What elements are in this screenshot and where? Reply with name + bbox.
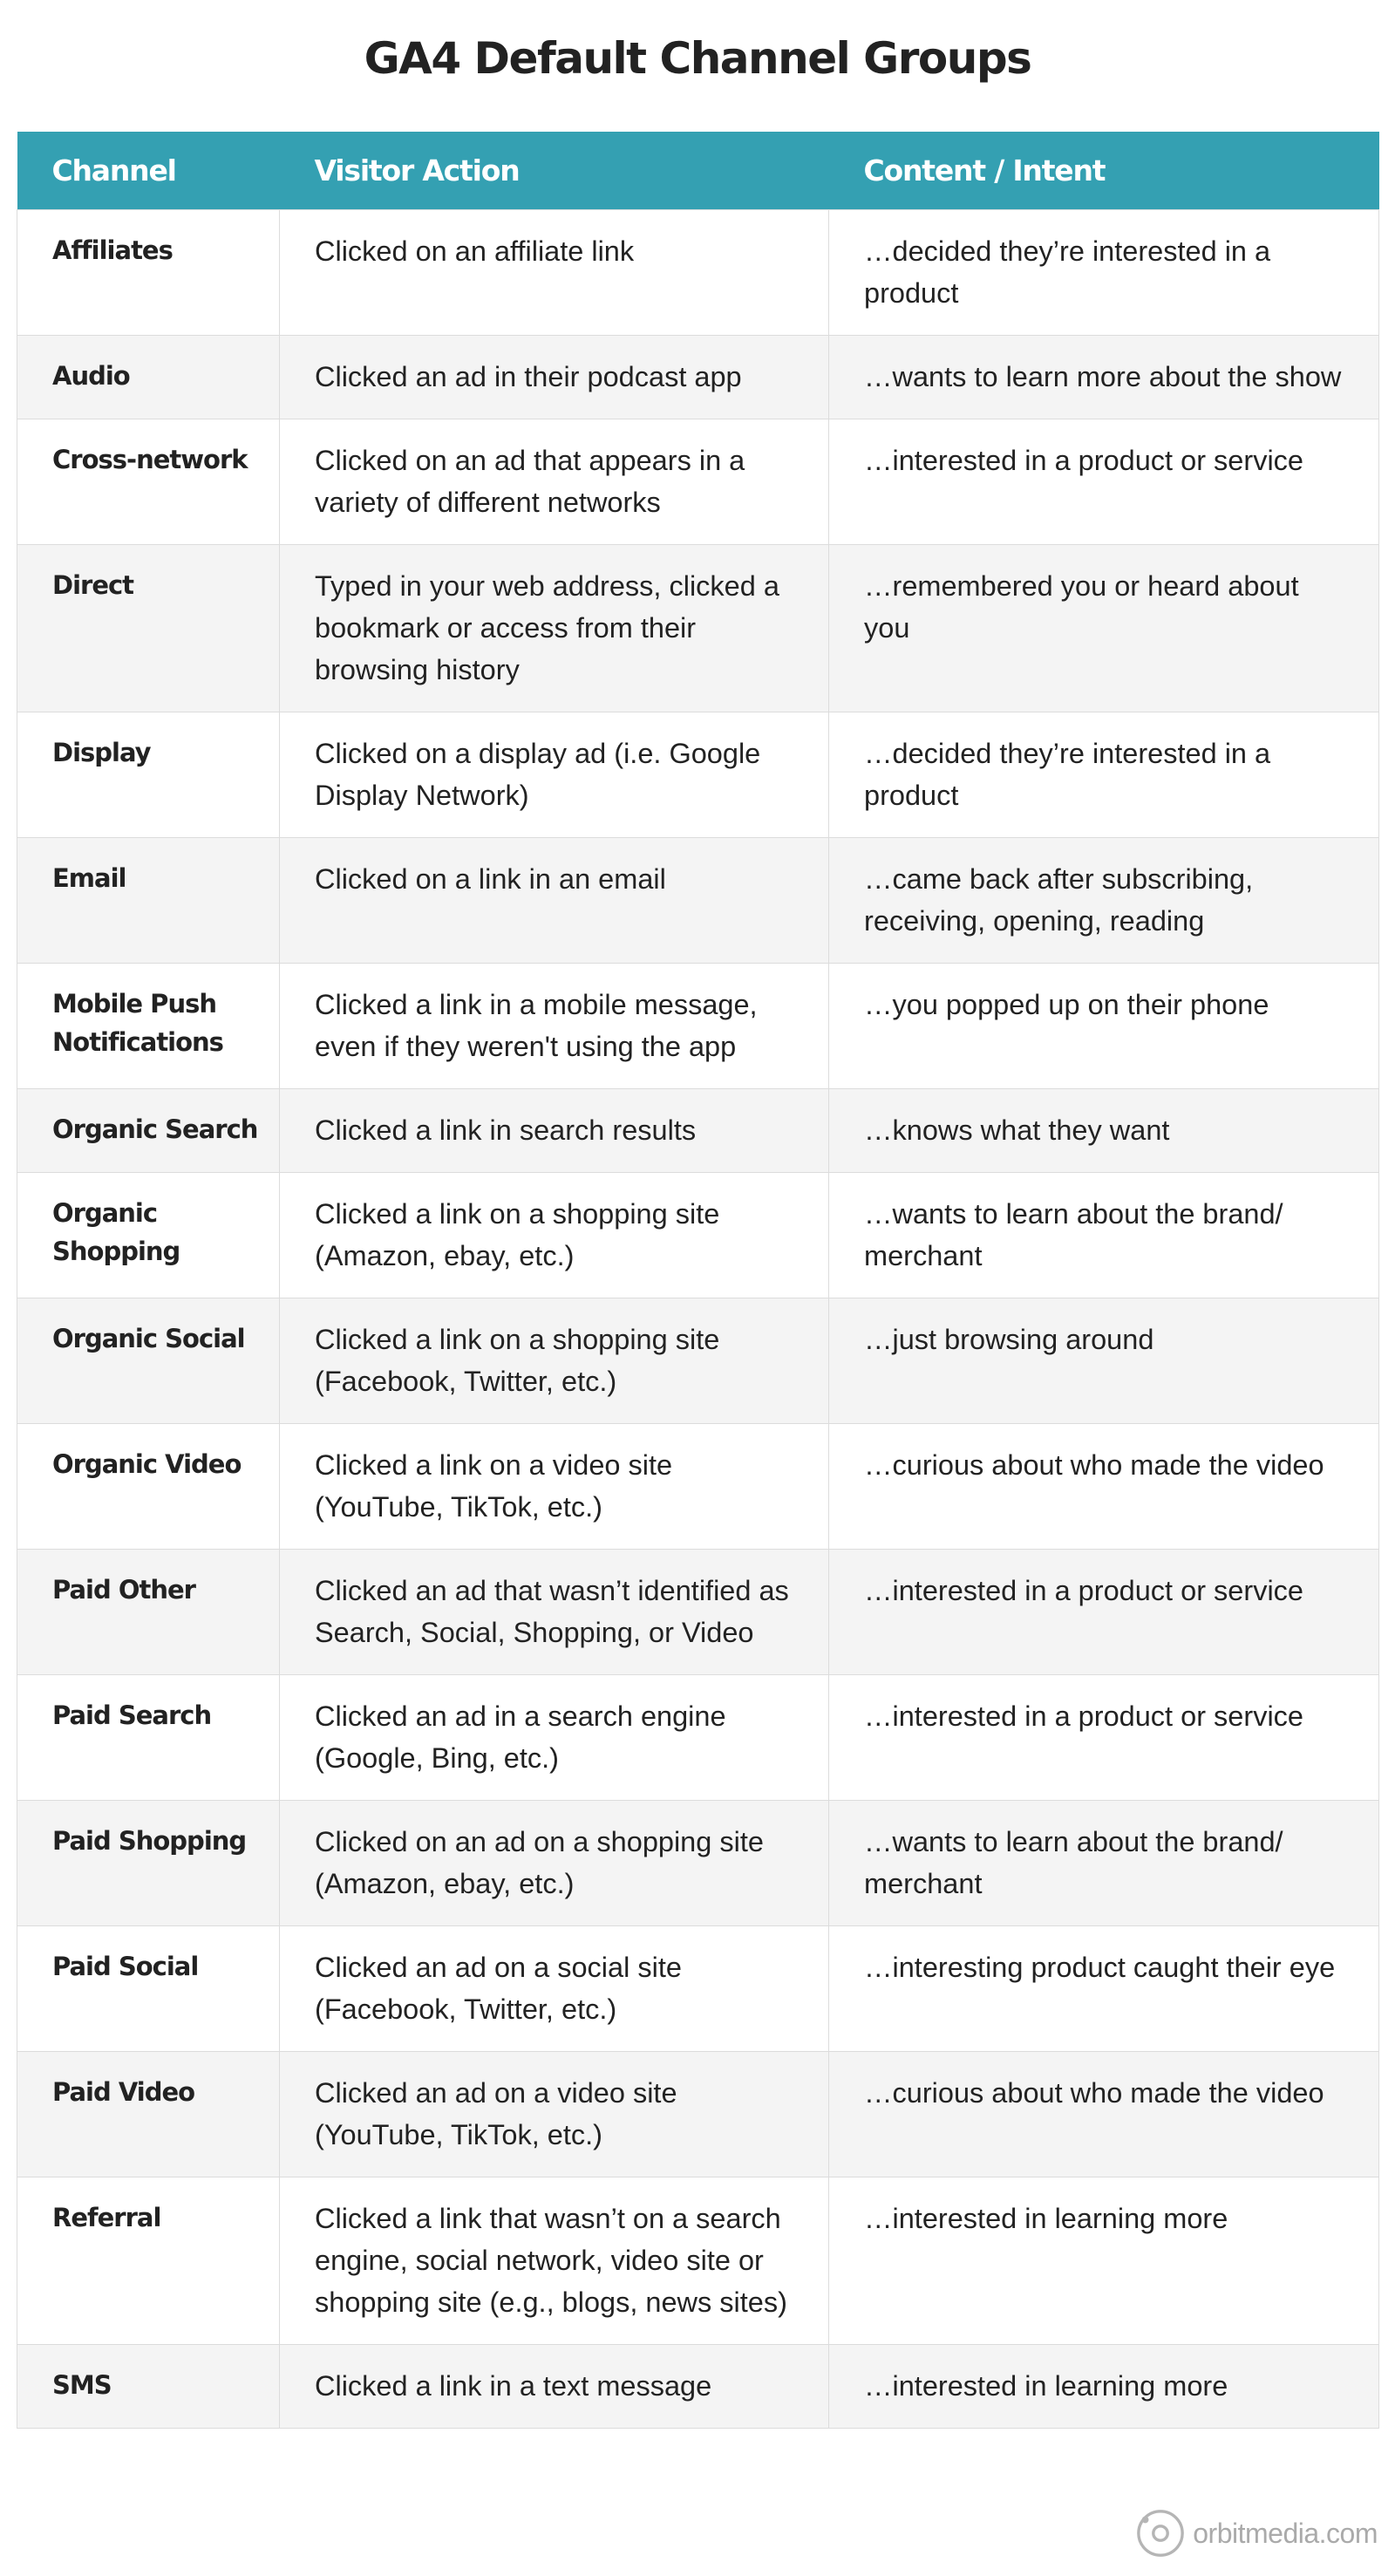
content-intent: …interested in learning more [829,2177,1379,2345]
channel-name: Display [17,712,280,838]
channel-name: Organic Search [17,1089,280,1173]
visitor-action: Clicked on an affiliate link [280,210,829,336]
content-intent: …decided they’re interested in a product [829,210,1379,336]
page-title: GA4 Default Channel Groups [364,33,1031,84]
table-row [17,2052,1379,2177]
table-row [17,2345,1379,2429]
orbit-logo-icon [1135,2508,1186,2559]
channel-name: Paid Search [17,1675,280,1801]
visitor-action: Clicked on an ad that appears in a variety of different networks [280,419,829,545]
visitor-action: Clicked on a display ad (i.e. Google Display Network) [280,712,829,838]
content-intent: …interested in a product or service [829,1550,1379,1675]
table-row [17,419,1379,545]
channel-groups-table [17,132,1379,2429]
table-body [17,210,1379,2429]
brand-text: orbitmedia.com [1193,2517,1378,2549]
brand-footer [1135,2503,1378,2564]
content-intent: …interested in a product or service [829,1675,1379,1801]
content-intent: …interested in learning more [829,2345,1379,2429]
visitor-action: Clicked an ad in a search engine (Google, Bing, etc.) [280,1675,829,1801]
channel-name: Paid Video [17,2052,280,2177]
content-intent: …wants to learn about the brand/ merchant [829,1173,1379,1298]
visitor-action: Clicked an ad in their podcast app [280,336,829,419]
table-row [17,2177,1379,2345]
visitor-action: Clicked an ad on a video site (YouTube, TikTok, etc.) [280,2052,829,2177]
table-row [17,712,1379,838]
table-row [17,1926,1379,2052]
channel-name: Paid Other [17,1550,280,1675]
channel-name: Paid Shopping [17,1801,280,1926]
visitor-action: Clicked an ad that wasn’t identified as Search, Social, Shopping, or Video [280,1550,829,1675]
header-visitor-action: Visitor Action [280,132,829,210]
visitor-action: Clicked on an ad on a shopping site (Amazon, ebay, etc.) [280,1801,829,1926]
header-channel: Channel [17,132,280,210]
table-header [17,132,1379,210]
table-row [17,336,1379,419]
visitor-action: Clicked on a link in an email [280,838,829,964]
content-intent: …wants to learn more about the show [829,336,1379,419]
table-header-row [17,132,1379,210]
content-intent: …knows what they want [829,1089,1379,1173]
visitor-action: Clicked a link that wasn’t on a search engine, social network, video site or shopping site (e.g., blogs, news sites) [280,2177,829,2345]
content-intent: …curious about who made the video [829,1424,1379,1550]
channel-name: Audio [17,336,280,419]
header-content-intent: Content / Intent [829,132,1379,210]
channel-name: Affiliates [17,210,280,336]
table-row [17,838,1379,964]
content-intent: …interested in a product or service [829,419,1379,545]
table-row [17,1801,1379,1926]
visitor-action: Clicked a link on a video site (YouTube, TikTok, etc.) [280,1424,829,1550]
content-intent: …came back after subscribing, receiving, opening, reading [829,838,1379,964]
visitor-action: Clicked a link in a mobile message, even if they weren't using the app [280,964,829,1089]
channel-name: Organic Shopping [17,1173,280,1298]
channel-name: Referral [17,2177,280,2345]
table-row [17,1424,1379,1550]
table-row [17,1298,1379,1424]
content-intent: …you popped up on their phone [829,964,1379,1089]
content-intent: …wants to learn about the brand/ merchant [829,1801,1379,1926]
visitor-action: Clicked a link in a text message [280,2345,829,2429]
table-row [17,210,1379,336]
channel-name: Direct [17,545,280,712]
channel-name: SMS [17,2345,280,2429]
channel-name: Paid Social [17,1926,280,2052]
content-intent: …interesting product caught their eye [829,1926,1379,2052]
visitor-action: Clicked a link on a shopping site (Amazon, ebay, etc.) [280,1173,829,1298]
content-intent: …curious about who made the video [829,2052,1379,2177]
visitor-action: Clicked a link on a shopping site (Facebook, Twitter, etc.) [280,1298,829,1424]
table-row [17,545,1379,712]
visitor-action: Clicked an ad on a social site (Facebook, Twitter, etc.) [280,1926,829,2052]
table-row [17,1675,1379,1801]
visitor-action: Typed in your web address, clicked a bookmark or access from their browsing history [280,545,829,712]
channel-name: Cross-network [17,419,280,545]
table-row [17,1173,1379,1298]
channel-name: Email [17,838,280,964]
channel-name: Mobile Push Notifications [17,964,280,1089]
table-row [17,1089,1379,1173]
channel-name: Organic Social [17,1298,280,1424]
channel-name: Organic Video [17,1424,280,1550]
content-intent: …remembered you or heard about you [829,545,1379,712]
visitor-action: Clicked a link in search results [280,1089,829,1173]
table-row [17,964,1379,1089]
content-intent: …just browsing around [829,1298,1379,1424]
content-intent: …decided they’re interested in a product [829,712,1379,838]
table-row [17,1550,1379,1675]
